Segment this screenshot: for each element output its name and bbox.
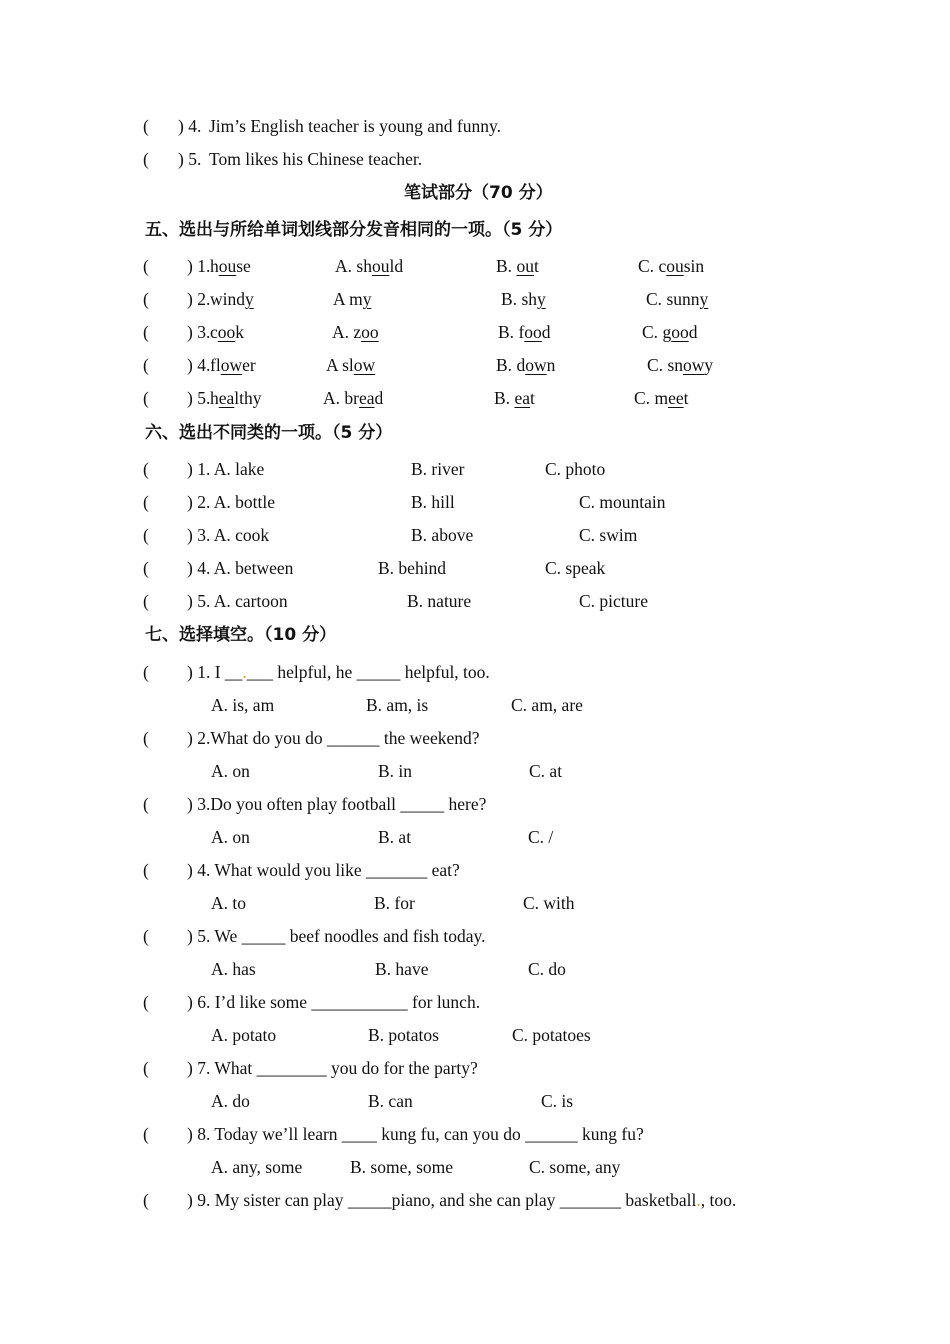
s6-item-5 (0, 585, 950, 618)
s7-question-4 (0, 854, 950, 887)
word-part: sh (521, 289, 537, 309)
word-part: ld (389, 256, 404, 276)
option-a (333, 283, 371, 316)
option-a (335, 250, 403, 283)
option-c: C. is (541, 1091, 574, 1111)
s6-item-4 (0, 552, 950, 585)
option-a: ) 4. A. between (187, 558, 294, 578)
word-part: d (374, 388, 384, 408)
answer-paren: ( (143, 459, 149, 479)
option-letter: C. (647, 355, 668, 375)
answer-paren: ( (143, 591, 149, 611)
given-word (210, 382, 262, 415)
option-b (496, 250, 539, 283)
answer-paren: ( (143, 256, 149, 276)
option-a: A. has (211, 959, 256, 979)
option-a: A. on (211, 827, 250, 847)
word-part: d (541, 322, 551, 342)
answer-paren: ( (143, 1058, 149, 1078)
option-letter: A (326, 355, 343, 375)
s7-options-5 (0, 953, 950, 986)
underlined-letters: y (699, 289, 709, 309)
answer-paren: ( (143, 492, 149, 512)
underlined-letters: oo (524, 322, 542, 342)
s6-item-3 (0, 519, 950, 552)
word-part: c (658, 256, 667, 276)
s7-options-2 (0, 755, 950, 788)
q1-pre: ) 1. I __ (187, 662, 243, 682)
option-a: ) 5. A. cartoon (187, 591, 288, 611)
answer-paren: ( (143, 794, 149, 814)
word-part: sin (683, 256, 705, 276)
q9-post: , too. (700, 1190, 737, 1210)
option-c: C. / (528, 827, 554, 847)
option-a (323, 382, 383, 415)
answer-paren: ( (143, 728, 149, 748)
word-part: f (518, 322, 525, 342)
answer-paren: ( (143, 149, 149, 169)
answer-paren: ( (143, 388, 149, 408)
underlined-letters: y (537, 289, 546, 309)
section6-heading (0, 417, 950, 450)
q1-mark: . (242, 662, 247, 682)
s7-options-4 (0, 887, 950, 920)
word-part: m (349, 289, 363, 309)
option-letter: A. (332, 322, 354, 342)
section7-heading (0, 619, 950, 652)
word-part: sl (342, 355, 354, 375)
answer-paren: ( (143, 355, 149, 375)
s5-item-2 (0, 283, 950, 316)
option-c: C. potatoes (512, 1025, 591, 1045)
question-text: ) 7. What ________ you do for the party? (187, 1058, 478, 1078)
option-c: C. mountain (579, 492, 666, 512)
underlined-letters: ee (668, 388, 684, 408)
s7-question-3 (0, 788, 950, 821)
word-part: wind (210, 289, 245, 309)
underlined-letters: ow (353, 355, 376, 375)
answer-paren: ( (143, 1190, 149, 1210)
option-letter: A (333, 289, 350, 309)
option-c: C. photo (545, 459, 606, 479)
word-part: n (546, 355, 556, 375)
option-a: A. is, am (211, 695, 275, 715)
option-a: ) 2. A. bottle (187, 492, 275, 512)
underlined-letters: oo (361, 322, 379, 342)
option-c (647, 349, 713, 382)
word-part: t (683, 388, 689, 408)
question-text: ) 4. What would you like _______ eat? (187, 860, 460, 880)
option-a: A. to (211, 893, 246, 913)
option-b: B. can (368, 1091, 413, 1111)
option-letter: C. (646, 289, 667, 309)
s7-question-1 (0, 656, 950, 689)
underlined-letters: oo (217, 322, 236, 342)
option-letter: C. (638, 256, 659, 276)
given-word (210, 283, 254, 316)
underlined-letters: oo (671, 322, 689, 342)
q1-post: ___ helpful, he _____ helpful, too. (246, 662, 490, 682)
answer-paren: ( (143, 860, 149, 880)
option-letter: C. (642, 322, 663, 342)
answer-paren: ( (143, 662, 149, 682)
word-part: h (210, 388, 219, 408)
section5-title: 五、选出与所给单词划线部分发音相同的一项。（5 分） (145, 220, 563, 240)
word-part: m (654, 388, 669, 408)
question-text: ) 8. Today we’ll learn ____ kung fu, can you do ______ kung fu? (187, 1124, 644, 1144)
s5-item-5 (0, 382, 950, 415)
option-a (326, 349, 375, 382)
underlined-letters: ea (358, 388, 375, 408)
option-a: ) 3. A. cook (187, 525, 270, 545)
option-letter: B. (501, 289, 522, 309)
option-b (494, 382, 535, 415)
option-c: C. picture (579, 591, 649, 611)
answer-paren: ( (143, 525, 149, 545)
option-c: C. at (529, 761, 563, 781)
option-b (498, 316, 551, 349)
option-b: B. river (411, 459, 465, 479)
option-c: C. am, are (511, 695, 583, 715)
word-part: lthy (234, 388, 262, 408)
underlined-letters: ou (666, 256, 684, 276)
s7-question-6 (0, 986, 950, 1019)
word-part: sunn (666, 289, 700, 309)
underlined-letters: ea (514, 388, 530, 408)
option-b: B. potatos (368, 1025, 439, 1045)
answer-paren: ( (143, 926, 149, 946)
option-b: B. some, some (350, 1157, 454, 1177)
option-c (638, 250, 704, 283)
option-c: C. swim (579, 525, 638, 545)
answer-paren: ( (143, 116, 149, 136)
s7-options-1 (0, 689, 950, 722)
given-word (210, 250, 251, 283)
underlined-letters: ou (516, 256, 534, 276)
s6-item-2 (0, 486, 950, 519)
option-c: C. do (528, 959, 566, 979)
option-b: B. have (375, 959, 429, 979)
s7-question-5 (0, 920, 950, 953)
answer-paren: ( (143, 322, 149, 342)
answer-paren: ( (143, 289, 149, 309)
option-b: B. for (374, 893, 415, 913)
underlined-letters: ou (371, 256, 390, 276)
word-part: y (704, 355, 714, 375)
question-text: ) 3.Do you often play football _____ here? (187, 794, 487, 814)
option-a: A. on (211, 761, 250, 781)
word-part: h (210, 256, 219, 276)
option-c: C. with (523, 893, 575, 913)
answer-paren: ( (143, 558, 149, 578)
s6-item-1 (0, 453, 950, 486)
option-b: B. hill (411, 492, 455, 512)
word-part: k (235, 322, 245, 342)
given-word (210, 316, 244, 349)
question-text (187, 1184, 736, 1217)
s5-item-1 (0, 250, 950, 283)
option-letter: B. (498, 322, 519, 342)
option-letter: A. (335, 256, 357, 276)
word-part: c (210, 322, 218, 342)
item-text: Jim’s English teacher is young and funny. (209, 116, 501, 136)
underlined-letters: ow (525, 355, 547, 375)
written-part-title-text: 笔试部分（70 分） (404, 183, 553, 203)
section7-title: 七、选择填空。（10 分） (145, 625, 337, 645)
s7-options-3 (0, 821, 950, 854)
word-part: t (529, 388, 535, 408)
s7-question-9 (0, 1184, 950, 1217)
underlined-letters: ou (218, 256, 237, 276)
question-text: ) 2.What do you do ______ the weekend? (187, 728, 480, 748)
answer-paren: ( (143, 992, 149, 1012)
option-a: A. any, some (211, 1157, 303, 1177)
item-number: ) 4. (187, 355, 211, 375)
option-c (646, 283, 708, 316)
tf-item-5 (0, 143, 950, 176)
item-number: ) 3. (187, 322, 211, 342)
s7-question-2 (0, 722, 950, 755)
section6-title: 六、选出不同类的一项。（5 分） (145, 423, 393, 443)
underlined-letters: ow (683, 355, 705, 375)
word-part: z (353, 322, 362, 342)
option-letter: C. (634, 388, 655, 408)
option-c: C. speak (545, 558, 606, 578)
option-b: B. nature (407, 591, 472, 611)
underlined-letters: y (362, 289, 372, 309)
item-text: Tom likes his Chinese teacher. (209, 149, 423, 169)
item-number: ) 4. (178, 116, 202, 136)
option-a: A. do (211, 1091, 250, 1111)
option-b (501, 283, 546, 316)
word-part: se (236, 256, 251, 276)
s7-options-6 (0, 1019, 950, 1052)
item-number: ) 2. (187, 289, 211, 309)
option-b: B. in (378, 761, 413, 781)
written-part-title (0, 177, 950, 210)
s7-question-7 (0, 1052, 950, 1085)
s7-question-8 (0, 1118, 950, 1151)
q9-pre: ) 9. My sister can play _____piano, and she can play _______ basketball (187, 1190, 697, 1210)
underlined-letters: ea (218, 388, 235, 408)
s7-options-7 (0, 1085, 950, 1118)
answer-paren: ( (143, 1124, 149, 1144)
option-letter: B. (496, 256, 517, 276)
word-part: sh (356, 256, 372, 276)
item-number: ) 5. (187, 388, 211, 408)
option-b: B. am, is (366, 695, 429, 715)
option-b: B. at (378, 827, 412, 847)
s7-options-8 (0, 1151, 950, 1184)
word-part: d (688, 322, 698, 342)
option-c (642, 316, 697, 349)
item-number: ) 1. (187, 256, 211, 276)
option-a (332, 316, 379, 349)
option-b (496, 349, 555, 382)
question-text: ) 6. I’d like some ___________ for lunch. (187, 992, 481, 1012)
option-letter: B. (494, 388, 515, 408)
given-word (210, 349, 256, 382)
word-part: g (662, 322, 672, 342)
underlined-letters: ow (220, 355, 243, 375)
word-part: er (242, 355, 256, 375)
option-b: B. above (411, 525, 474, 545)
s5-item-4 (0, 349, 950, 382)
q9-mark: . (696, 1190, 701, 1210)
question-text (187, 656, 490, 689)
s5-item-3 (0, 316, 950, 349)
option-c: C. some, any (529, 1157, 621, 1177)
item-number: ) 5. (178, 149, 202, 169)
option-c (634, 382, 688, 415)
option-b: B. behind (378, 558, 447, 578)
word-part: t (533, 256, 539, 276)
option-a: ) 1. A. lake (187, 459, 265, 479)
word-part: fl (210, 355, 221, 375)
option-letter: B. (496, 355, 517, 375)
option-letter: A. (323, 388, 345, 408)
underlined-letters: y (245, 289, 254, 309)
option-a: A. potato (211, 1025, 277, 1045)
word-part: br (344, 388, 359, 408)
word-part: d (516, 355, 526, 375)
section5-heading (0, 214, 950, 247)
question-text: ) 5. We _____ beef noodles and fish today. (187, 926, 486, 946)
tf-item-4 (0, 110, 950, 143)
word-part: sn (667, 355, 683, 375)
